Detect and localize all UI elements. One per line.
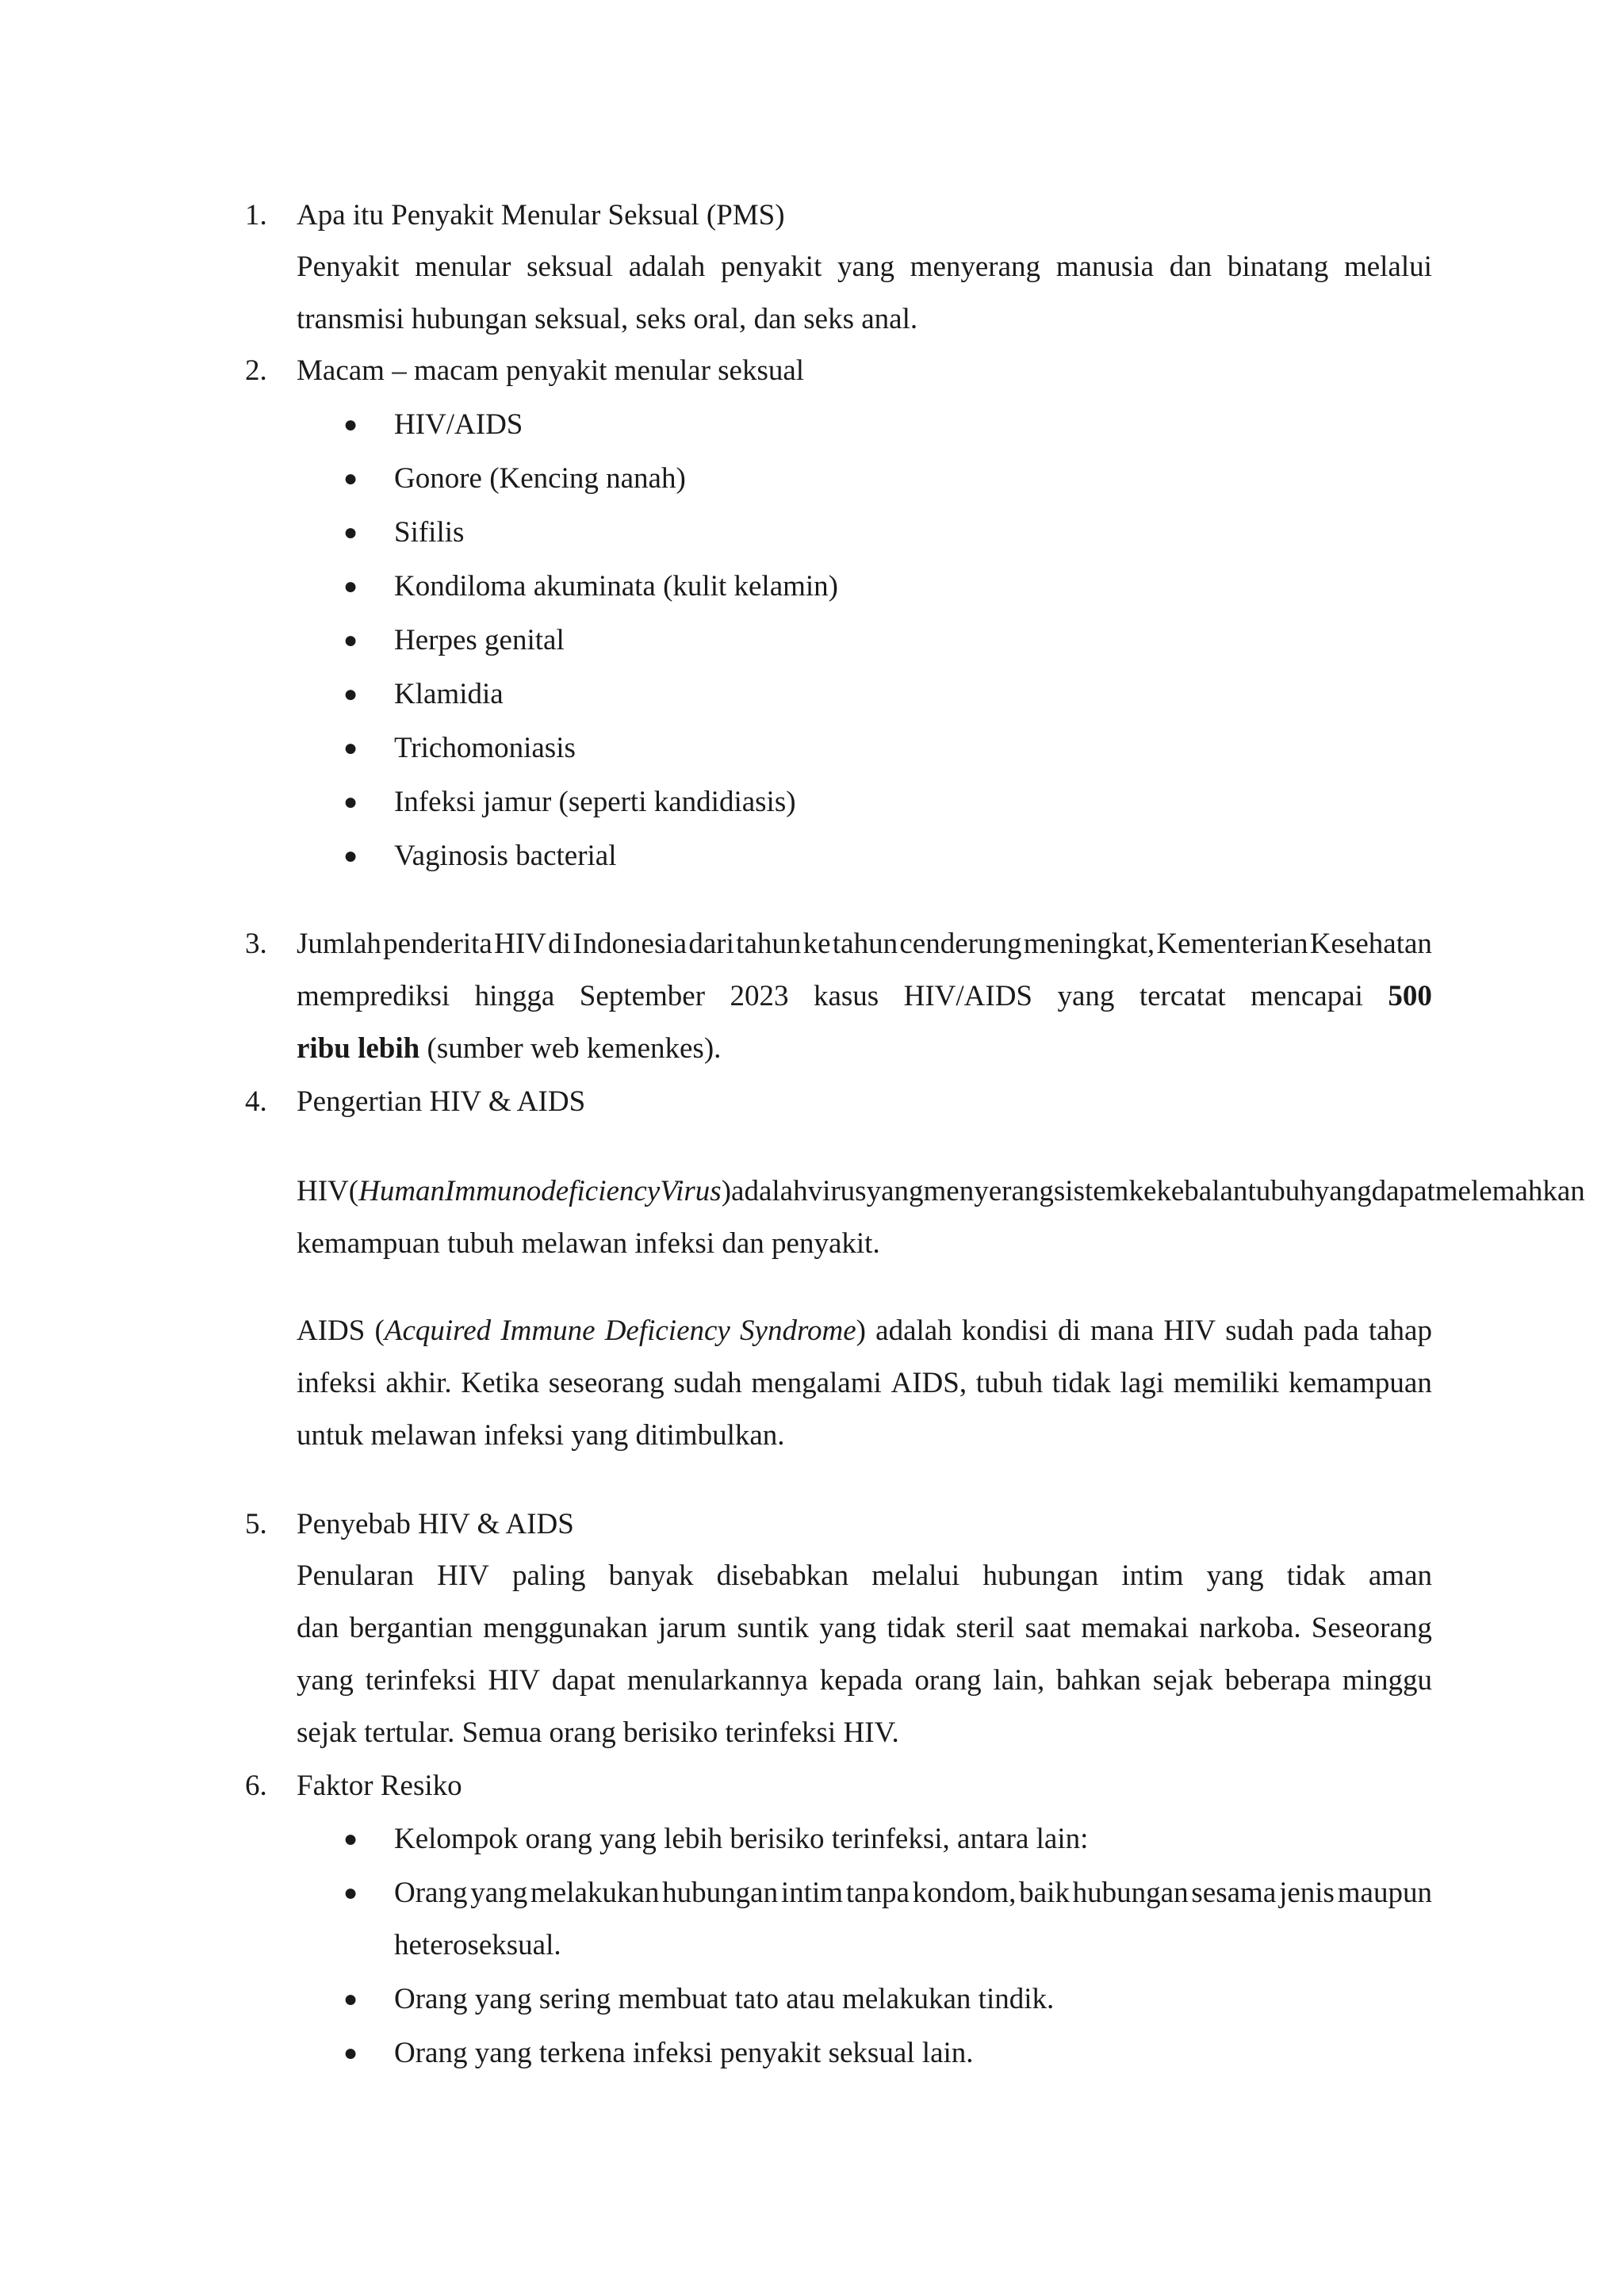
section-1-body-line-2: transmisi hubungan seksual, seks oral, dan seks anal. <box>297 303 918 335</box>
bullet-dot: ● <box>343 573 358 599</box>
bullet-dot: ● <box>343 519 358 545</box>
section-3-line-1: Jumlah penderita HIV di Indonesia dari tahun ke tahun cenderung meningkat, Kementerian Kesehatan <box>297 928 1432 960</box>
section-4-number: 4. <box>245 1085 267 1118</box>
bullet-dot: ● <box>343 1986 358 2012</box>
risk-item: Kelompok orang yang lebih berisiko terinfeksi, antara lain: <box>394 1823 1089 1855</box>
highlight-figure: ribu lebih <box>297 1032 427 1065</box>
aids-definition-line-2: infeksi akhir. Ketika seseorang sudah mengalami AIDS, tubuh tidak lagi memiliki kemampuan <box>297 1367 1432 1399</box>
disease-item: Sifilis <box>394 516 465 549</box>
section-3-line-3 <box>297 1023 1432 1075</box>
section-1-number: 1. <box>245 199 267 232</box>
section-2-number: 2. <box>245 354 267 387</box>
disease-item: Trichomoniasis <box>394 732 576 764</box>
risk-item <box>394 1867 1432 1972</box>
disease-item: Herpes genital <box>394 624 565 656</box>
section-5-line-2: dan bergantian menggunakan jarum suntik yang tidak steril saat memakai narkoba. Seseorang <box>297 1612 1432 1644</box>
section-2-title: Macam – macam penyakit menular seksual <box>297 354 805 387</box>
section-5-number: 5. <box>245 1508 267 1540</box>
aids-definition-line-3: untuk melawan infeksi yang ditimbulkan. <box>297 1419 785 1452</box>
section-3-line-2: memprediksi hingga September 2023 kasus HIV/AIDS yang tercatat mencapai 500 <box>297 980 1432 1012</box>
section-5-line-3: yang terinfeksi HIV dapat menularkannya kepada orang lain, bahkan sejak beberapa minggu <box>297 1664 1432 1697</box>
section-3-number: 3. <box>245 928 267 960</box>
bullet-dot: ● <box>343 735 358 761</box>
section-1-body-line-1: Penyakit menular seksual adalah penyakit yang menyerang manusia dan binatang melalui <box>297 251 1432 283</box>
section-6-title: Faktor Resiko <box>297 1770 462 1802</box>
disease-item: Vaginosis bacterial <box>394 840 617 872</box>
section-5-title: Penyebab HIV & AIDS <box>297 1508 574 1540</box>
risk-item-line-1: Orang yang melakukan hubungan intim tanpa kondom, baik hubungan sesama jenis maupun <box>394 1877 1432 1909</box>
section-3-body <box>297 918 1432 1075</box>
hiv-definition <box>297 1165 1585 1270</box>
bullet-dot: ● <box>343 411 358 438</box>
bullet-dot: ● <box>343 627 358 653</box>
aids-definition-line-1: AIDS (Acquired Immune Deficiency Syndrome) adalah kondisi di mana HIV sudah pada tahap <box>297 1314 1432 1347</box>
aids-definition <box>297 1305 1432 1462</box>
section-4-title: Pengertian HIV & AIDS <box>297 1085 586 1118</box>
risk-item: Orang yang terkena infeksi penyakit seksual lain. <box>394 2037 974 2069</box>
disease-item: Gonore (Kencing nanah) <box>394 462 686 495</box>
risk-item: Orang yang sering membuat tato atau melakukan tindik. <box>394 1983 1055 2015</box>
bullet-dot: ● <box>343 2040 358 2066</box>
section-1-body <box>297 241 1432 346</box>
section-5-line-4: sejak tertular. Semua orang berisiko terinfeksi HIV. <box>297 1716 899 1749</box>
disease-item: Infeksi jamur (seperti kandidiasis) <box>394 786 796 818</box>
hiv-definition-line-2: kemampuan tubuh melawan infeksi dan penyakit. <box>297 1227 880 1260</box>
source-note: (sumber web kemenkes). <box>427 1032 722 1065</box>
bullet-dot: ● <box>343 1826 358 1852</box>
section-6-number: 6. <box>245 1770 267 1802</box>
disease-item: HIV/AIDS <box>394 408 523 441</box>
bullet-dot: ● <box>343 843 358 869</box>
hiv-definition-line-1: HIV (Human Immunodeficiency Virus) adalah virus yang menyerang sistem kekebalan tubuh yang dapat melemahkan <box>297 1175 1585 1207</box>
section-5-line-1: Penularan HIV paling banyak disebabkan melalui hubungan intim yang tidak aman <box>297 1559 1432 1592</box>
bullet-dot: ● <box>343 681 358 707</box>
bullet-dot: ● <box>343 1880 358 1906</box>
disease-item: Klamidia <box>394 678 504 710</box>
section-1-title: Apa itu Penyakit Menular Seksual (PMS) <box>297 199 785 232</box>
risk-item-line-2: heteroseksual. <box>394 1929 561 1961</box>
section-5-body <box>297 1550 1432 1759</box>
disease-item: Kondiloma akuminata (kulit kelamin) <box>394 570 839 603</box>
bullet-dot: ● <box>343 789 358 815</box>
bullet-dot: ● <box>343 465 358 492</box>
